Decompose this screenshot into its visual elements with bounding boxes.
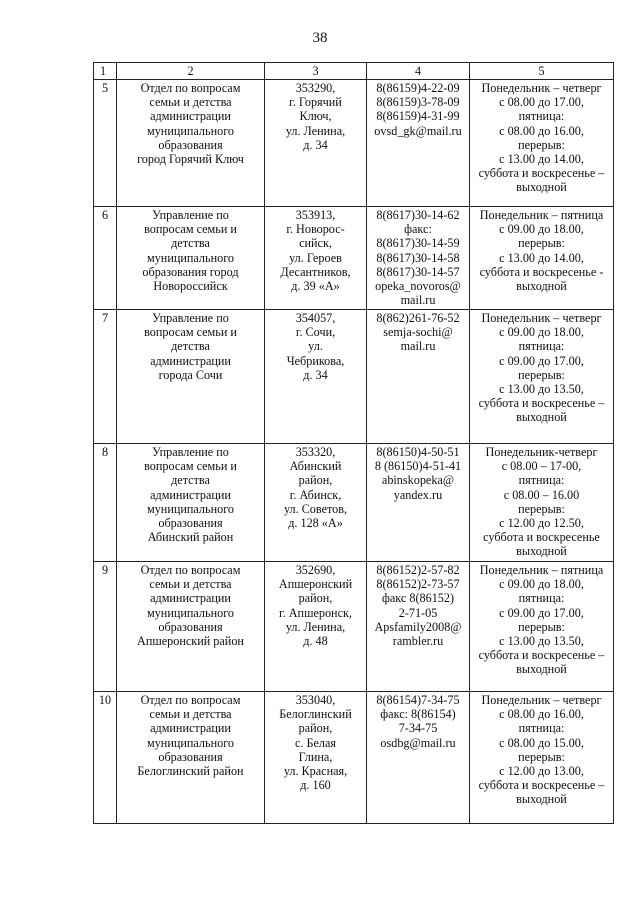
- name-line: образования: [158, 516, 223, 531]
- name-line: город Горячий Ключ: [137, 152, 244, 167]
- header-cell-schedule: 5: [470, 63, 614, 80]
- contacts-line: 8(8617)30-14-59: [376, 236, 460, 251]
- schedule-cell: [470, 562, 614, 692]
- organization-name-cell: [117, 80, 265, 207]
- organization-name-cell: [117, 207, 265, 310]
- name-line: образования: [158, 619, 223, 634]
- organization-name-cell: [117, 562, 265, 692]
- contacts-line[interactable]: yandex.ru: [393, 487, 443, 502]
- address-line: д. 34: [303, 137, 328, 152]
- header-cell-name: 2: [117, 63, 265, 80]
- name-line: семьи и детства: [149, 707, 232, 722]
- address-line: д. 160: [300, 778, 331, 793]
- schedule-line: перерыв:: [518, 619, 565, 634]
- schedule-line: суббота и воскресенье –: [478, 648, 605, 663]
- schedule-cell: [470, 692, 614, 824]
- contacts-cell: [367, 310, 470, 444]
- schedule-line: с 13.00 до 14.00,: [499, 250, 584, 265]
- address-line: район,: [298, 721, 333, 736]
- contacts-line[interactable]: rambler.ru: [392, 634, 444, 649]
- address-cell: [265, 562, 367, 692]
- schedule-line: пятница:: [518, 591, 565, 606]
- name-line: детства: [171, 339, 210, 354]
- address-line: г. Новорос-: [286, 222, 345, 237]
- organization-name-cell: [117, 444, 265, 562]
- address-line: 353320,: [295, 445, 336, 459]
- header-cell-address: 3: [265, 63, 367, 80]
- contacts-line: факс: 8(86154): [380, 707, 456, 722]
- schedule-line: с 13.00 до 13.50,: [499, 382, 584, 397]
- name-line: администрации: [150, 591, 231, 606]
- agencies-table: [93, 62, 614, 824]
- address-line: г. Апшеронск,: [279, 605, 352, 620]
- schedule-line: с 08.00 до 16.00,: [499, 707, 584, 722]
- address-line: Белоглинский: [279, 707, 352, 722]
- name-line: Управление по: [152, 208, 229, 222]
- schedule-line: пятница:: [518, 473, 565, 488]
- table-row: [94, 80, 614, 207]
- header-cell-contacts: 4: [367, 63, 470, 80]
- schedule-line: перерыв:: [518, 137, 565, 152]
- contacts-cell: [367, 692, 470, 824]
- schedule-line: с 13.00 до 14.00,: [499, 152, 584, 167]
- address-line: ул. Ленина,: [285, 619, 346, 634]
- schedule-line: перерыв:: [518, 501, 565, 516]
- address-line: г. Горячий: [289, 95, 342, 110]
- contacts-line: 8(8617)30-14-62: [376, 208, 460, 222]
- header-cell-number: 1: [94, 63, 117, 80]
- schedule-line: пятница:: [518, 109, 565, 124]
- schedule-line: с 09.00 до 18.00,: [499, 222, 584, 237]
- row-number-cell: 10: [94, 692, 117, 824]
- schedule-line: выходной: [516, 792, 567, 807]
- contacts-cell: [367, 562, 470, 692]
- address-cell: [265, 692, 367, 824]
- page-number: 38: [312, 30, 328, 46]
- name-line: муниципального: [147, 501, 234, 516]
- name-line: образования город: [142, 264, 239, 279]
- address-line: Апшеронский: [278, 577, 353, 592]
- address-line: г. Абинск,: [289, 487, 342, 502]
- name-line: вопросам семьи и: [144, 222, 237, 237]
- schedule-cell: [470, 80, 614, 207]
- schedule-line: суббота и воскресенье -: [479, 264, 604, 279]
- address-line: ул. Красная,: [283, 764, 348, 779]
- schedule-line: Понедельник – четверг: [481, 81, 602, 95]
- schedule-line: суббота и воскресенье –: [478, 396, 605, 411]
- address-line: д. 39 «А»: [291, 279, 340, 294]
- contacts-line: 8(86159)4-22-09: [376, 81, 460, 95]
- contacts-line: 7-34-75: [398, 721, 438, 736]
- contacts-line[interactable]: mail.ru: [400, 339, 436, 354]
- address-line: д. 48: [303, 634, 328, 649]
- row-number-cell: 9: [94, 562, 117, 692]
- schedule-line: суббота и воскресенье –: [478, 166, 605, 181]
- contacts-line: 8(86154)7-34-75: [376, 693, 460, 707]
- schedule-line: с 09.00 до 17.00,: [499, 605, 584, 620]
- name-line: образования: [158, 137, 223, 152]
- contacts-cell: [367, 444, 470, 562]
- name-line: Апшеронский район: [137, 634, 244, 649]
- schedule-line: выходной: [516, 180, 567, 195]
- address-line: 353040,: [295, 693, 336, 707]
- schedule-line: с 08.00 до 15.00,: [499, 735, 584, 750]
- address-line: ул. Советов,: [283, 501, 348, 516]
- schedule-line: с 08.00 до 16.00,: [499, 123, 584, 138]
- row-number-cell: 8: [94, 444, 117, 562]
- contacts-line: 8(86159)3-78-09: [376, 95, 460, 110]
- row-number-cell: 6: [94, 207, 117, 310]
- contacts-line[interactable]: ovsd_gk@mail.ru: [374, 123, 462, 138]
- address-line: ул. Ленина,: [285, 123, 346, 138]
- address-line: Ключ,: [299, 109, 332, 124]
- address-line: д. 128 «А»: [288, 516, 343, 531]
- table-row: [94, 692, 614, 824]
- name-line: детства: [171, 236, 210, 251]
- table-row: [94, 207, 614, 310]
- table-row: [94, 310, 614, 444]
- address-line: г. Сочи,: [295, 325, 336, 340]
- contacts-line[interactable]: Apsfamily2008@: [374, 619, 462, 634]
- contacts-line: факс:: [404, 222, 432, 237]
- address-cell: [265, 207, 367, 310]
- schedule-line: перерыв:: [518, 367, 565, 382]
- address-line: 354057,: [295, 311, 336, 325]
- address-line: район,: [298, 473, 333, 488]
- table-header-row: [94, 63, 614, 80]
- schedule-line: Понедельник-четверг: [485, 445, 598, 459]
- schedule-line: перерыв:: [518, 749, 565, 764]
- contacts-line: 8(8617)30-14-58: [376, 250, 460, 265]
- name-line: Белоглинский район: [137, 764, 244, 779]
- name-line: администрации: [150, 353, 231, 368]
- schedule-line: с 12.00 до 13.00,: [499, 764, 584, 779]
- name-line: вопросам семьи и: [144, 325, 237, 340]
- address-line: 353913,: [295, 208, 336, 222]
- schedule-line: суббота и воскресенье: [483, 530, 600, 545]
- schedule-line: с 12.00 до 12.50,: [499, 516, 584, 531]
- contacts-line[interactable]: opeka_novoros@: [375, 279, 461, 294]
- name-line: муниципального: [147, 123, 234, 138]
- schedule-cell: [470, 207, 614, 310]
- contacts-line[interactable]: osdbg@mail.ru: [380, 735, 456, 750]
- contacts-line[interactable]: abinskopeka@: [381, 473, 455, 488]
- schedule-line: с 13.00 до 13.50,: [499, 634, 584, 649]
- name-line: администрации: [150, 109, 231, 124]
- name-line: Отдел по вопросам: [140, 563, 241, 577]
- schedule-line: с 09.00 до 18.00,: [499, 577, 584, 592]
- schedule-line: с 09.00 до 17.00,: [499, 353, 584, 368]
- schedule-line: с 09.00 до 18.00,: [499, 325, 584, 340]
- schedule-line: Понедельник – четверг: [481, 311, 602, 325]
- name-line: администрации: [150, 487, 231, 502]
- contacts-cell: [367, 80, 470, 207]
- address-line: Глина,: [298, 749, 333, 764]
- schedule-line: выходной: [516, 279, 567, 294]
- name-line: администрации: [150, 721, 231, 736]
- schedule-line: Понедельник – четверг: [481, 693, 602, 707]
- name-line: Абинский район: [147, 530, 234, 545]
- address-cell: [265, 310, 367, 444]
- contacts-line: факс 8(86152): [381, 591, 455, 606]
- contacts-line[interactable]: semja-sochi@: [383, 325, 453, 340]
- contacts-line: 8(86150)4-50-51: [376, 445, 460, 459]
- schedule-line: с 08.00 – 17-00,: [501, 459, 582, 474]
- contacts-line: 2-71-05: [398, 605, 438, 620]
- address-line: Чебрикова,: [286, 353, 345, 368]
- name-line: Управление по: [152, 445, 229, 459]
- schedule-line: с 08.00 – 16.00: [503, 487, 580, 502]
- name-line: Новороссийск: [153, 279, 228, 294]
- schedule-line: выходной: [516, 410, 567, 425]
- address-cell: [265, 80, 367, 207]
- schedule-line: выходной: [516, 544, 567, 559]
- name-line: Отдел по вопросам: [140, 693, 241, 707]
- name-line: города Сочи: [158, 367, 223, 382]
- name-line: Управление по: [152, 311, 229, 325]
- address-line: ул.: [308, 339, 323, 354]
- address-line: Десантников,: [280, 264, 351, 279]
- address-line: Абинский: [289, 459, 342, 474]
- schedule-line: пятница:: [518, 339, 565, 354]
- schedule-cell: [470, 310, 614, 444]
- schedule-line: Понедельник – пятница: [479, 563, 604, 577]
- schedule-line: выходной: [516, 662, 567, 677]
- contacts-line: 8 (86150)4-51-41: [374, 459, 462, 474]
- address-line: 352690,: [295, 563, 336, 577]
- schedule-line: перерыв:: [518, 236, 565, 251]
- table-row: [94, 562, 614, 692]
- contacts-line: 8(86152)2-57-82: [376, 563, 460, 577]
- name-line: детства: [171, 473, 210, 488]
- row-number-cell: 5: [94, 80, 117, 207]
- address-line: сийск,: [299, 236, 332, 251]
- address-cell: [265, 444, 367, 562]
- row-number-cell: 7: [94, 310, 117, 444]
- address-line: с. Белая: [294, 735, 336, 750]
- contacts-line: 8(86159)4-31-99: [376, 109, 460, 124]
- name-line: образования: [158, 749, 223, 764]
- name-line: семьи и детства: [149, 577, 232, 592]
- address-line: район,: [298, 591, 333, 606]
- name-line: вопросам семьи и: [144, 459, 237, 474]
- name-line: муниципального: [147, 735, 234, 750]
- contacts-line: 8(862)261-76-52: [376, 311, 460, 325]
- contacts-line[interactable]: mail.ru: [400, 293, 436, 308]
- address-line: 353290,: [295, 81, 336, 95]
- schedule-line: пятница:: [518, 721, 565, 736]
- contacts-line: 8(86152)2-73-57: [376, 577, 460, 592]
- address-line: ул. Героев: [289, 250, 342, 265]
- name-line: муниципального: [147, 605, 234, 620]
- schedule-line: суббота и воскресенье –: [478, 778, 605, 793]
- organization-name-cell: [117, 310, 265, 444]
- name-line: муниципального: [147, 250, 234, 265]
- organization-name-cell: [117, 692, 265, 824]
- contacts-cell: [367, 207, 470, 310]
- address-line: д. 34: [303, 367, 328, 382]
- schedule-line: Понедельник – пятница: [479, 208, 604, 222]
- schedule-cell: [470, 444, 614, 562]
- schedule-line: с 08.00 до 17.00,: [499, 95, 584, 110]
- table-row: [94, 444, 614, 562]
- name-line: семьи и детства: [149, 95, 232, 110]
- contacts-line: 8(8617)30-14-57: [376, 264, 460, 279]
- name-line: Отдел по вопросам: [140, 81, 241, 95]
